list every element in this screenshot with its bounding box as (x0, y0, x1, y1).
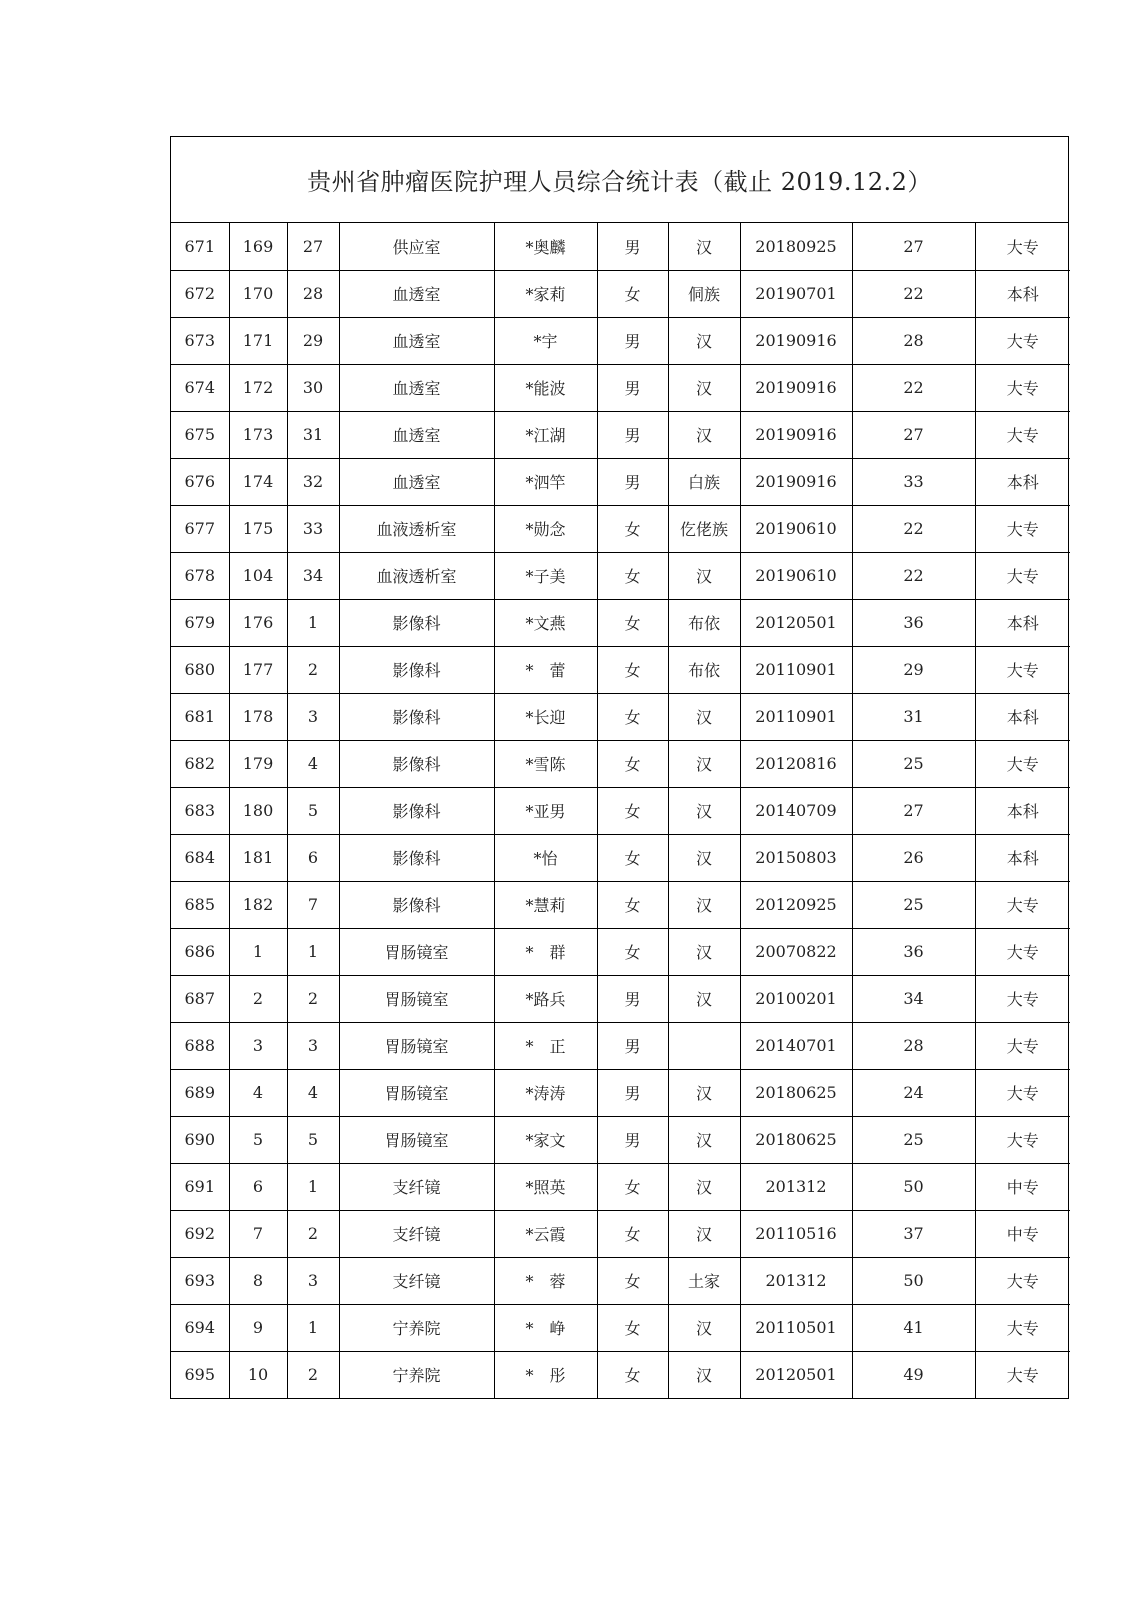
cell-department: 胃肠镜室 (339, 1116, 494, 1163)
cell-hire-date: 20190610 (740, 505, 852, 552)
cell-hire-date: 201312 (740, 1257, 852, 1304)
cell-education: 大专 (975, 1069, 1070, 1116)
cell-sub-index: 6 (287, 834, 339, 881)
cell-education: 本科 (975, 834, 1070, 881)
cell-row-index: 685 (171, 881, 229, 928)
table-row (171, 646, 1070, 693)
cell-sub-index: 30 (287, 364, 339, 411)
cell-gender: 女 (597, 881, 668, 928)
cell-sub-index: 4 (287, 740, 339, 787)
statistics-sheet (170, 136, 1069, 1399)
cell-department: 血液透析室 (339, 552, 494, 599)
cell-sub-index: 3 (287, 1257, 339, 1304)
cell-row-index: 679 (171, 599, 229, 646)
cell-hire-date: 20190916 (740, 364, 852, 411)
table-row (171, 505, 1070, 552)
cell-ethnicity: 汉 (668, 881, 740, 928)
cell-row-index: 688 (171, 1022, 229, 1069)
table-row (171, 552, 1070, 599)
cell-age: 37 (852, 1210, 975, 1257)
cell-row-index: 687 (171, 975, 229, 1022)
cell-age: 28 (852, 1022, 975, 1069)
cell-department: 影像科 (339, 599, 494, 646)
table-row (171, 1210, 1070, 1257)
cell-sub-index: 34 (287, 552, 339, 599)
cell-education: 大专 (975, 411, 1070, 458)
cell-hire-date: 20120925 (740, 881, 852, 928)
cell-dept-index: 169 (229, 223, 287, 270)
cell-department: 胃肠镜室 (339, 975, 494, 1022)
cell-sub-index: 1 (287, 1304, 339, 1351)
cell-gender: 女 (597, 1351, 668, 1398)
cell-row-index: 678 (171, 552, 229, 599)
cell-ethnicity: 汉 (668, 364, 740, 411)
cell-name: *奥麟 (494, 223, 597, 270)
cell-age: 50 (852, 1257, 975, 1304)
cell-age: 25 (852, 740, 975, 787)
cell-department: 影像科 (339, 740, 494, 787)
table-row (171, 270, 1070, 317)
cell-education: 大专 (975, 928, 1070, 975)
cell-gender: 男 (597, 364, 668, 411)
table-row (171, 975, 1070, 1022)
cell-gender: 女 (597, 599, 668, 646)
cell-name: *雪陈 (494, 740, 597, 787)
cell-age: 26 (852, 834, 975, 881)
cell-sub-index: 7 (287, 881, 339, 928)
cell-ethnicity: 布依 (668, 599, 740, 646)
cell-dept-index: 10 (229, 1351, 287, 1398)
cell-ethnicity: 汉 (668, 411, 740, 458)
cell-dept-index: 173 (229, 411, 287, 458)
cell-ethnicity: 土家 (668, 1257, 740, 1304)
cell-dept-index: 177 (229, 646, 287, 693)
cell-row-index: 694 (171, 1304, 229, 1351)
cell-hire-date: 20110901 (740, 646, 852, 693)
cell-dept-index: 179 (229, 740, 287, 787)
cell-hire-date: 20110501 (740, 1304, 852, 1351)
cell-age: 36 (852, 928, 975, 975)
table-row (171, 317, 1070, 364)
cell-sub-index: 1 (287, 928, 339, 975)
cell-sub-index: 33 (287, 505, 339, 552)
cell-name: * 群 (494, 928, 597, 975)
cell-age: 29 (852, 646, 975, 693)
table-row (171, 364, 1070, 411)
cell-department: 宁养院 (339, 1351, 494, 1398)
cell-education: 大专 (975, 646, 1070, 693)
cell-hire-date: 20190610 (740, 552, 852, 599)
cell-row-index: 680 (171, 646, 229, 693)
cell-age: 25 (852, 881, 975, 928)
cell-name: *泗竿 (494, 458, 597, 505)
cell-dept-index: 9 (229, 1304, 287, 1351)
cell-department: 供应室 (339, 223, 494, 270)
cell-name: *能波 (494, 364, 597, 411)
cell-sub-index: 29 (287, 317, 339, 364)
cell-dept-index: 6 (229, 1163, 287, 1210)
cell-education: 本科 (975, 787, 1070, 834)
cell-ethnicity: 汉 (668, 693, 740, 740)
cell-dept-index: 5 (229, 1116, 287, 1163)
cell-hire-date: 20140701 (740, 1022, 852, 1069)
cell-education: 大专 (975, 975, 1070, 1022)
table-row (171, 1163, 1070, 1210)
cell-department: 影像科 (339, 834, 494, 881)
cell-sub-index: 5 (287, 1116, 339, 1163)
cell-gender: 女 (597, 1210, 668, 1257)
cell-ethnicity: 侗族 (668, 270, 740, 317)
cell-sub-index: 2 (287, 646, 339, 693)
cell-ethnicity: 仡佬族 (668, 505, 740, 552)
cell-row-index: 692 (171, 1210, 229, 1257)
cell-name: *宇 (494, 317, 597, 364)
cell-age: 22 (852, 505, 975, 552)
cell-dept-index: 174 (229, 458, 287, 505)
cell-row-index: 691 (171, 1163, 229, 1210)
cell-sub-index: 27 (287, 223, 339, 270)
cell-gender: 女 (597, 834, 668, 881)
cell-name: *勋念 (494, 505, 597, 552)
cell-dept-index: 170 (229, 270, 287, 317)
cell-age: 22 (852, 270, 975, 317)
cell-sub-index: 3 (287, 693, 339, 740)
staff-table (171, 223, 1070, 1398)
cell-hire-date: 20190916 (740, 317, 852, 364)
cell-ethnicity: 汉 (668, 1069, 740, 1116)
cell-gender: 男 (597, 1069, 668, 1116)
cell-row-index: 686 (171, 928, 229, 975)
cell-sub-index: 2 (287, 1210, 339, 1257)
cell-ethnicity: 汉 (668, 928, 740, 975)
cell-education: 大专 (975, 364, 1070, 411)
cell-dept-index: 8 (229, 1257, 287, 1304)
cell-department: 血透室 (339, 411, 494, 458)
cell-name: * 彤 (494, 1351, 597, 1398)
cell-age: 28 (852, 317, 975, 364)
cell-department: 支纤镜 (339, 1210, 494, 1257)
cell-education: 大专 (975, 1116, 1070, 1163)
cell-education: 大专 (975, 552, 1070, 599)
cell-education: 大专 (975, 317, 1070, 364)
cell-age: 50 (852, 1163, 975, 1210)
cell-ethnicity: 汉 (668, 552, 740, 599)
table-row (171, 693, 1070, 740)
cell-age: 34 (852, 975, 975, 1022)
cell-ethnicity: 汉 (668, 1210, 740, 1257)
cell-department: 血透室 (339, 317, 494, 364)
cell-row-index: 689 (171, 1069, 229, 1116)
cell-dept-index: 4 (229, 1069, 287, 1116)
cell-gender: 男 (597, 317, 668, 364)
cell-ethnicity: 汉 (668, 1163, 740, 1210)
cell-dept-index: 104 (229, 552, 287, 599)
cell-name: *长迎 (494, 693, 597, 740)
cell-hire-date: 20180925 (740, 223, 852, 270)
cell-row-index: 673 (171, 317, 229, 364)
cell-education: 本科 (975, 693, 1070, 740)
table-row (171, 411, 1070, 458)
cell-department: 胃肠镜室 (339, 1022, 494, 1069)
cell-hire-date: 20190916 (740, 411, 852, 458)
cell-department: 支纤镜 (339, 1257, 494, 1304)
cell-row-index: 693 (171, 1257, 229, 1304)
cell-department: 血透室 (339, 270, 494, 317)
cell-gender: 女 (597, 787, 668, 834)
cell-ethnicity: 汉 (668, 223, 740, 270)
cell-dept-index: 181 (229, 834, 287, 881)
table-row (171, 787, 1070, 834)
cell-ethnicity: 汉 (668, 1116, 740, 1163)
cell-dept-index: 2 (229, 975, 287, 1022)
table-row (171, 1304, 1070, 1351)
table-row (171, 1069, 1070, 1116)
cell-name: *亚男 (494, 787, 597, 834)
cell-department: 影像科 (339, 693, 494, 740)
cell-row-index: 671 (171, 223, 229, 270)
cell-row-index: 674 (171, 364, 229, 411)
cell-age: 22 (852, 552, 975, 599)
cell-department: 影像科 (339, 646, 494, 693)
cell-age: 41 (852, 1304, 975, 1351)
cell-hire-date: 20140709 (740, 787, 852, 834)
cell-education: 本科 (975, 458, 1070, 505)
cell-dept-index: 171 (229, 317, 287, 364)
cell-row-index: 684 (171, 834, 229, 881)
table-row (171, 881, 1070, 928)
cell-dept-index: 176 (229, 599, 287, 646)
cell-gender: 男 (597, 975, 668, 1022)
cell-education: 大专 (975, 740, 1070, 787)
cell-gender: 女 (597, 693, 668, 740)
table-row (171, 834, 1070, 881)
cell-ethnicity: 汉 (668, 317, 740, 364)
cell-age: 33 (852, 458, 975, 505)
cell-sub-index: 4 (287, 1069, 339, 1116)
cell-ethnicity: 汉 (668, 787, 740, 834)
cell-row-index: 672 (171, 270, 229, 317)
cell-name: *家文 (494, 1116, 597, 1163)
cell-education: 大专 (975, 505, 1070, 552)
cell-gender: 女 (597, 1257, 668, 1304)
cell-name: * 峥 (494, 1304, 597, 1351)
cell-ethnicity: 汉 (668, 1351, 740, 1398)
cell-sub-index: 5 (287, 787, 339, 834)
cell-dept-index: 7 (229, 1210, 287, 1257)
cell-row-index: 682 (171, 740, 229, 787)
cell-gender: 女 (597, 1304, 668, 1351)
cell-row-index: 683 (171, 787, 229, 834)
cell-row-index: 681 (171, 693, 229, 740)
cell-department: 宁养院 (339, 1304, 494, 1351)
cell-sub-index: 32 (287, 458, 339, 505)
cell-department: 血透室 (339, 364, 494, 411)
cell-gender: 男 (597, 1116, 668, 1163)
cell-sub-index: 3 (287, 1022, 339, 1069)
cell-ethnicity: 汉 (668, 834, 740, 881)
cell-education: 大专 (975, 223, 1070, 270)
cell-row-index: 695 (171, 1351, 229, 1398)
cell-name: * 蓉 (494, 1257, 597, 1304)
cell-age: 49 (852, 1351, 975, 1398)
cell-education: 大专 (975, 1022, 1070, 1069)
table-title: 贵州省肿瘤医院护理人员综合统计表（截止 2019.12.2） (171, 137, 1068, 223)
cell-gender: 女 (597, 552, 668, 599)
table-row (171, 928, 1070, 975)
cell-education: 中专 (975, 1210, 1070, 1257)
cell-department: 影像科 (339, 787, 494, 834)
cell-age: 27 (852, 787, 975, 834)
cell-age: 24 (852, 1069, 975, 1116)
table-row (171, 458, 1070, 505)
cell-ethnicity: 布依 (668, 646, 740, 693)
cell-education: 本科 (975, 270, 1070, 317)
cell-age: 31 (852, 693, 975, 740)
cell-gender: 女 (597, 1163, 668, 1210)
cell-education: 本科 (975, 599, 1070, 646)
cell-gender: 女 (597, 928, 668, 975)
cell-name: * 蕾 (494, 646, 597, 693)
cell-dept-index: 172 (229, 364, 287, 411)
cell-education: 大专 (975, 1304, 1070, 1351)
cell-hire-date: 20120501 (740, 599, 852, 646)
cell-row-index: 675 (171, 411, 229, 458)
cell-dept-index: 1 (229, 928, 287, 975)
cell-name: *照英 (494, 1163, 597, 1210)
cell-department: 支纤镜 (339, 1163, 494, 1210)
cell-ethnicity: 汉 (668, 740, 740, 787)
cell-department: 胃肠镜室 (339, 1069, 494, 1116)
cell-name: *云霞 (494, 1210, 597, 1257)
cell-ethnicity: 汉 (668, 1304, 740, 1351)
cell-department: 血液透析室 (339, 505, 494, 552)
cell-sub-index: 2 (287, 1351, 339, 1398)
cell-row-index: 690 (171, 1116, 229, 1163)
cell-education: 大专 (975, 881, 1070, 928)
cell-age: 27 (852, 411, 975, 458)
cell-age: 22 (852, 364, 975, 411)
cell-sub-index: 28 (287, 270, 339, 317)
cell-sub-index: 2 (287, 975, 339, 1022)
cell-hire-date: 20100201 (740, 975, 852, 1022)
cell-hire-date: 20190916 (740, 458, 852, 505)
cell-age: 25 (852, 1116, 975, 1163)
cell-department: 胃肠镜室 (339, 928, 494, 975)
cell-hire-date: 20180625 (740, 1116, 852, 1163)
cell-name: *子美 (494, 552, 597, 599)
cell-hire-date: 20110516 (740, 1210, 852, 1257)
table-row (171, 223, 1070, 270)
table-row (171, 740, 1070, 787)
cell-name: *家莉 (494, 270, 597, 317)
cell-name: *慧莉 (494, 881, 597, 928)
cell-sub-index: 1 (287, 1163, 339, 1210)
cell-gender: 男 (597, 411, 668, 458)
cell-dept-index: 178 (229, 693, 287, 740)
cell-hire-date: 20120816 (740, 740, 852, 787)
cell-hire-date: 201312 (740, 1163, 852, 1210)
cell-department: 血透室 (339, 458, 494, 505)
table-row (171, 1257, 1070, 1304)
cell-gender: 男 (597, 458, 668, 505)
cell-gender: 男 (597, 223, 668, 270)
cell-hire-date: 20120501 (740, 1351, 852, 1398)
cell-dept-index: 3 (229, 1022, 287, 1069)
cell-gender: 男 (597, 1022, 668, 1069)
cell-sub-index: 1 (287, 599, 339, 646)
cell-age: 27 (852, 223, 975, 270)
cell-dept-index: 182 (229, 881, 287, 928)
cell-name: *江湖 (494, 411, 597, 458)
cell-department: 影像科 (339, 881, 494, 928)
table-row (171, 599, 1070, 646)
cell-gender: 女 (597, 505, 668, 552)
cell-name: *路兵 (494, 975, 597, 1022)
cell-row-index: 677 (171, 505, 229, 552)
table-row (171, 1351, 1070, 1398)
cell-dept-index: 175 (229, 505, 287, 552)
cell-hire-date: 20180625 (740, 1069, 852, 1116)
cell-dept-index: 180 (229, 787, 287, 834)
cell-gender: 女 (597, 270, 668, 317)
cell-hire-date: 20150803 (740, 834, 852, 881)
table-row (171, 1116, 1070, 1163)
cell-name: *涛涛 (494, 1069, 597, 1116)
cell-education: 中专 (975, 1163, 1070, 1210)
cell-education: 大专 (975, 1351, 1070, 1398)
cell-gender: 女 (597, 646, 668, 693)
cell-gender: 女 (597, 740, 668, 787)
cell-name: *怡 (494, 834, 597, 881)
table-row (171, 1022, 1070, 1069)
cell-name: * 正 (494, 1022, 597, 1069)
cell-hire-date: 20110901 (740, 693, 852, 740)
cell-ethnicity: 白族 (668, 458, 740, 505)
cell-name: *文燕 (494, 599, 597, 646)
cell-ethnicity: 汉 (668, 975, 740, 1022)
cell-age: 36 (852, 599, 975, 646)
cell-hire-date: 20070822 (740, 928, 852, 975)
cell-hire-date: 20190701 (740, 270, 852, 317)
cell-ethnicity (668, 1022, 740, 1069)
cell-sub-index: 31 (287, 411, 339, 458)
cell-row-index: 676 (171, 458, 229, 505)
cell-education: 大专 (975, 1257, 1070, 1304)
